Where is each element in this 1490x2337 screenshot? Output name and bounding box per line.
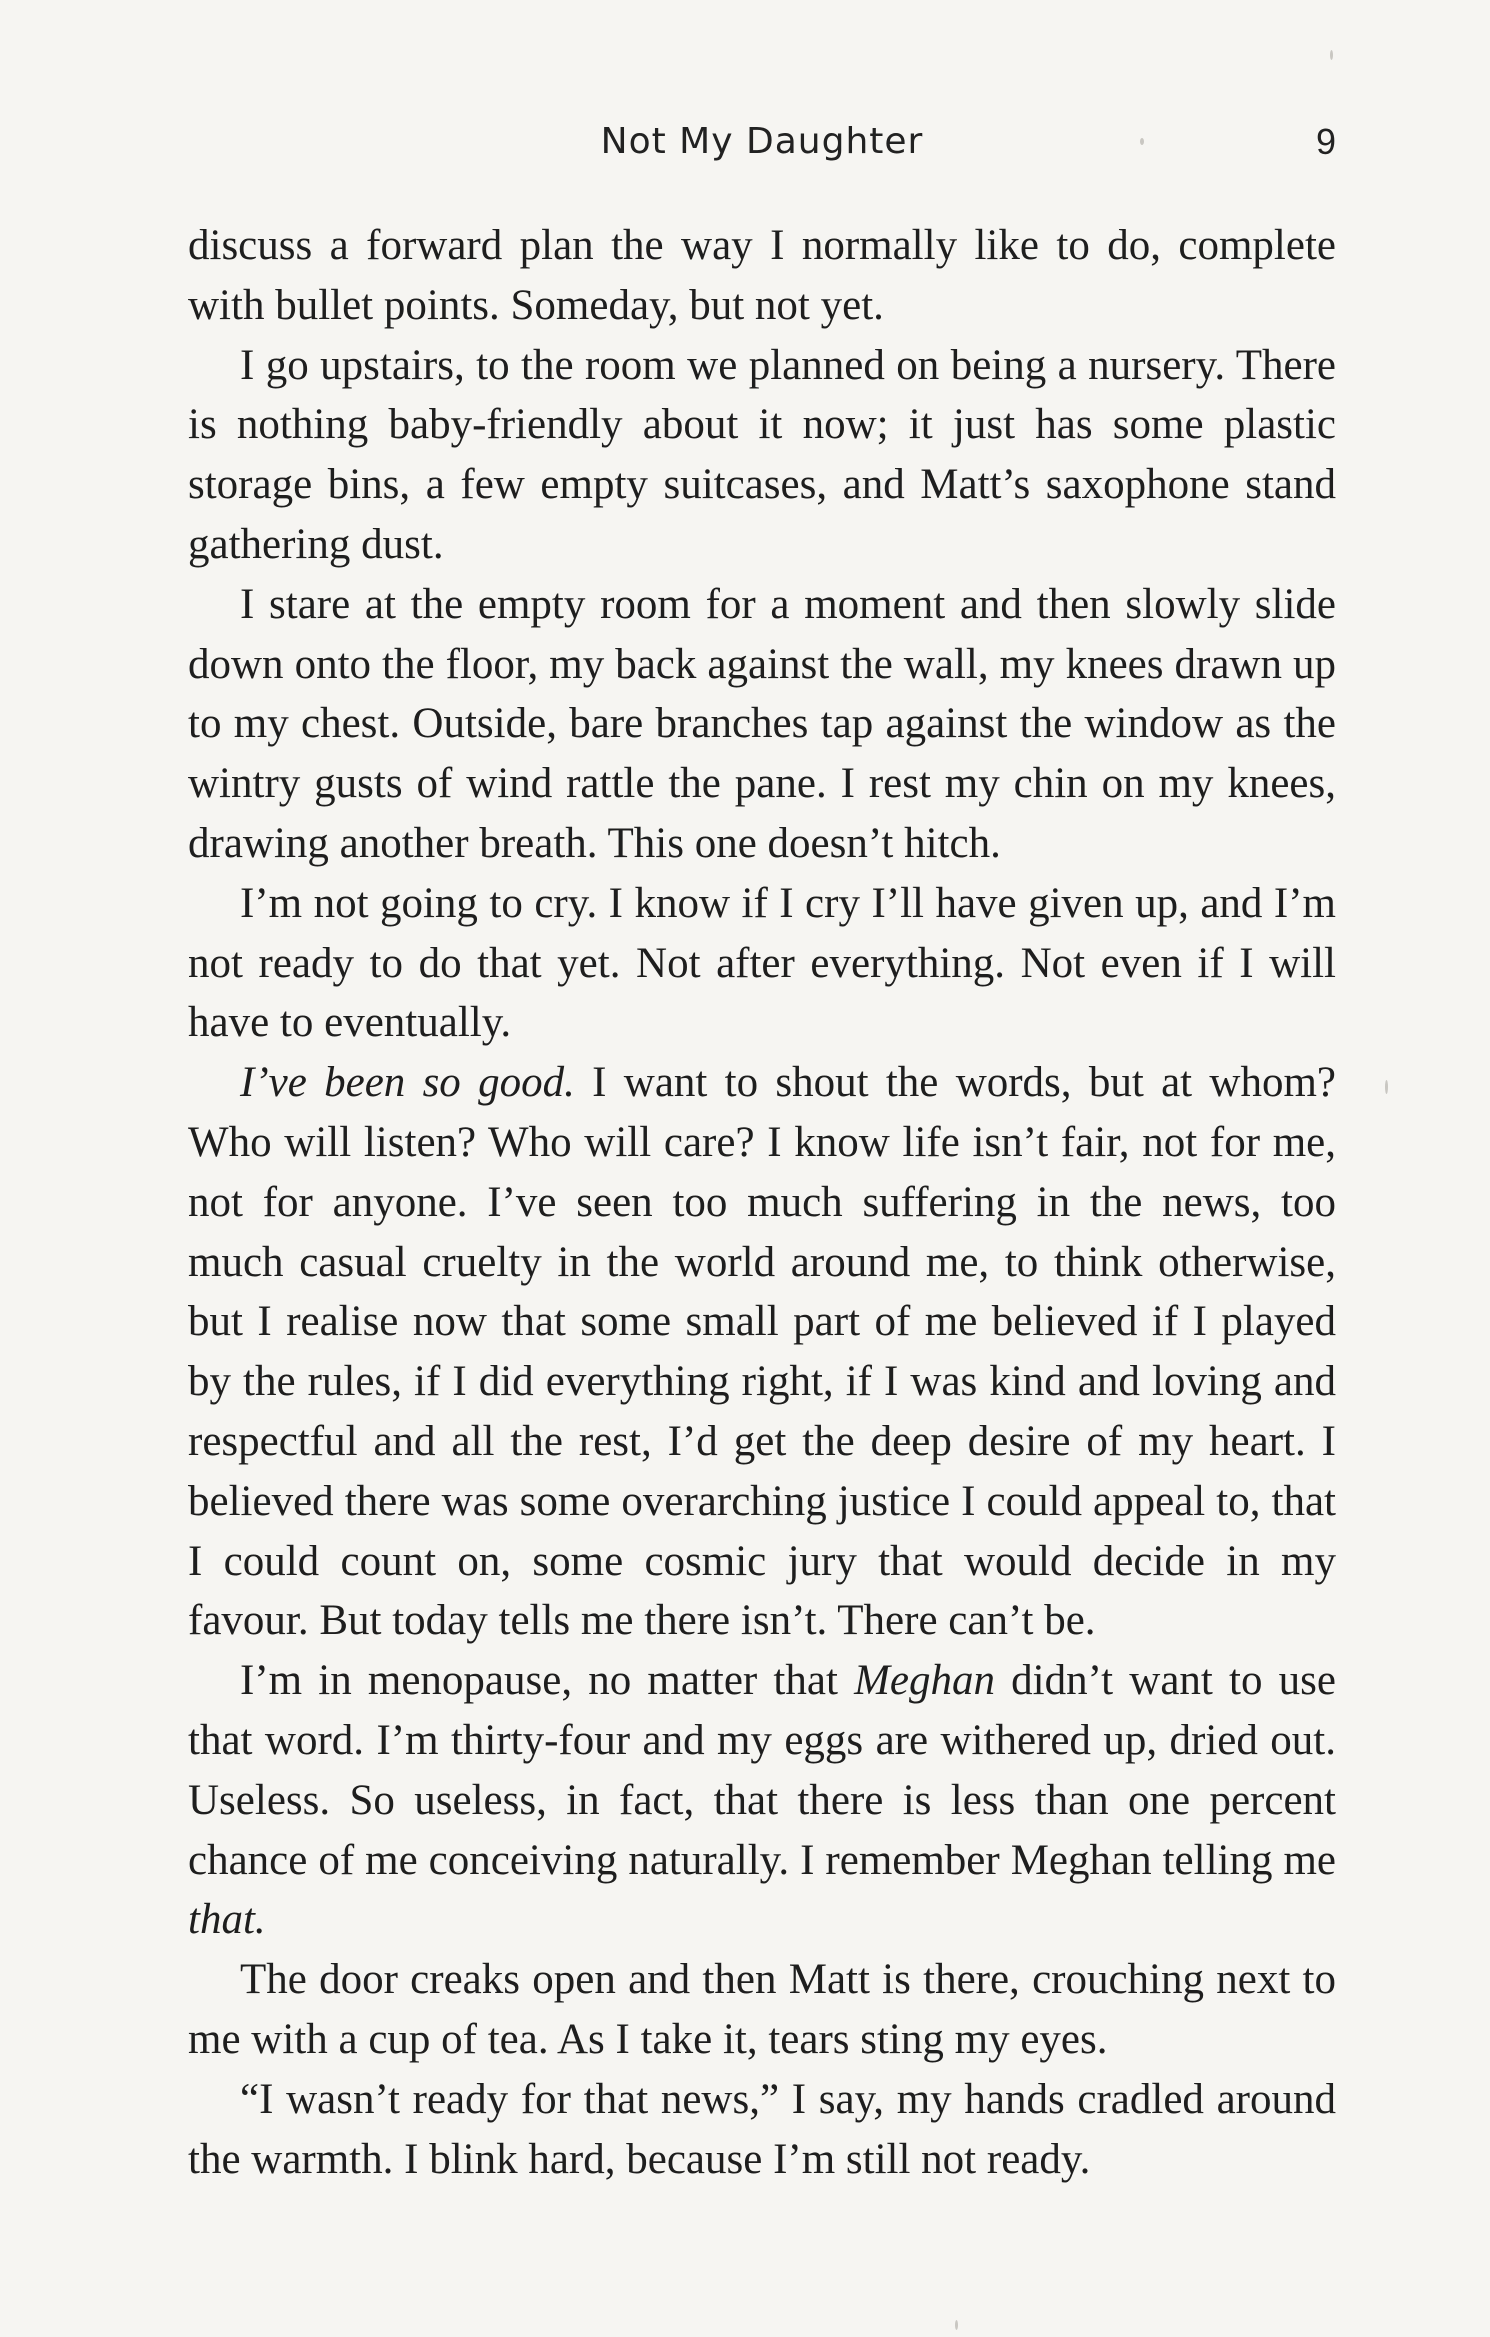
paper-speck bbox=[1140, 138, 1144, 145]
paragraph-5-text: I want to shout the words, but at whom? Who will listen? Who will care? I know life isn’t fair, not for me, not for anyone. I’ve seen too much suffering in the news, too much casual cruelty in the world around me, to think otherwise, but I realise now that some small part of me believed if I played by the rules, if I did everything right, if I was kind and loving and respectful and all the rest, I’d get the deep desire of my heart. I believed there was some overarching justice I could appeal to, that I could count on, some cosmic jury that would decide in my favour. But today tells me there isn’t. There can’t be. bbox=[188, 1059, 1336, 1645]
paragraph-7 bbox=[188, 1950, 1336, 2070]
paragraph-6-pre: I’m in menopause, no matter that bbox=[240, 1657, 855, 1705]
paragraph-3-text: I stare at the empty room for a moment and then slowly slide down onto the floor, my back against the wall, my knees drawn up to my chest. Outside, bare branches tap against the window as the wintry gusts of wind rattle the pane. I rest my chin on my knees, drawing another breath. This one doesn’t hitch. bbox=[188, 580, 1336, 867]
paragraph-5 bbox=[188, 1053, 1336, 1651]
paragraph-3 bbox=[188, 575, 1336, 874]
book-title: Not My Daughter bbox=[600, 121, 924, 162]
paper-speck bbox=[955, 2320, 958, 2330]
paper-speck bbox=[1330, 50, 1333, 60]
paragraph-4-text: I’m not going to cry. I know if I cry I’ll have given up, and I’m not ready to do that yet. Not after everything. Not even if I will have to eventually. bbox=[188, 879, 1336, 1047]
paragraph-6-post: didn’t want to use that word. I’m thirty-four and my eggs are withered up, dried out. Useless. So useless, in fact, that there is less than one percent chance of me conceiving naturally. I remember Meghan telling me bbox=[188, 1657, 1336, 1884]
paragraph-6-italic-end: that. bbox=[188, 1896, 266, 1944]
paragraph-8-text: “I wasn’t ready for that news,” I say, my hands cradled around the warmth. I blink hard, because I’m still not ready. bbox=[188, 2075, 1336, 2183]
paragraph-2-text: I go upstairs, to the room we planned on being a nursery. There is nothing baby-friendly about it now; it just has some plastic storage bins, a few empty suitcases, and Matt’s saxophone stand gathering dust. bbox=[188, 341, 1336, 568]
paragraph-1-text: discuss a forward plan the way I normally like to do, complete with bullet points. Someday, but not yet. bbox=[188, 222, 1336, 329]
paragraph-7-text: The door creaks open and then Matt is there, crouching next to me with a cup of tea. As I take it, tears sting my eyes. bbox=[188, 1956, 1336, 2063]
paragraph-1 bbox=[188, 216, 1336, 336]
paragraph-6-italic-name: Meghan bbox=[854, 1657, 995, 1705]
paragraph-5-italic-lead: I’ve been so good. bbox=[240, 1059, 575, 1107]
paragraph-2 bbox=[188, 336, 1336, 575]
paragraph-8 bbox=[188, 2070, 1336, 2190]
page-number: 9 bbox=[1315, 121, 1336, 162]
running-header bbox=[188, 120, 1336, 164]
page-body-text bbox=[188, 216, 1336, 2189]
paper-speck bbox=[1385, 1080, 1388, 1094]
paragraph-4 bbox=[188, 874, 1336, 1053]
paragraph-6 bbox=[188, 1651, 1336, 1950]
